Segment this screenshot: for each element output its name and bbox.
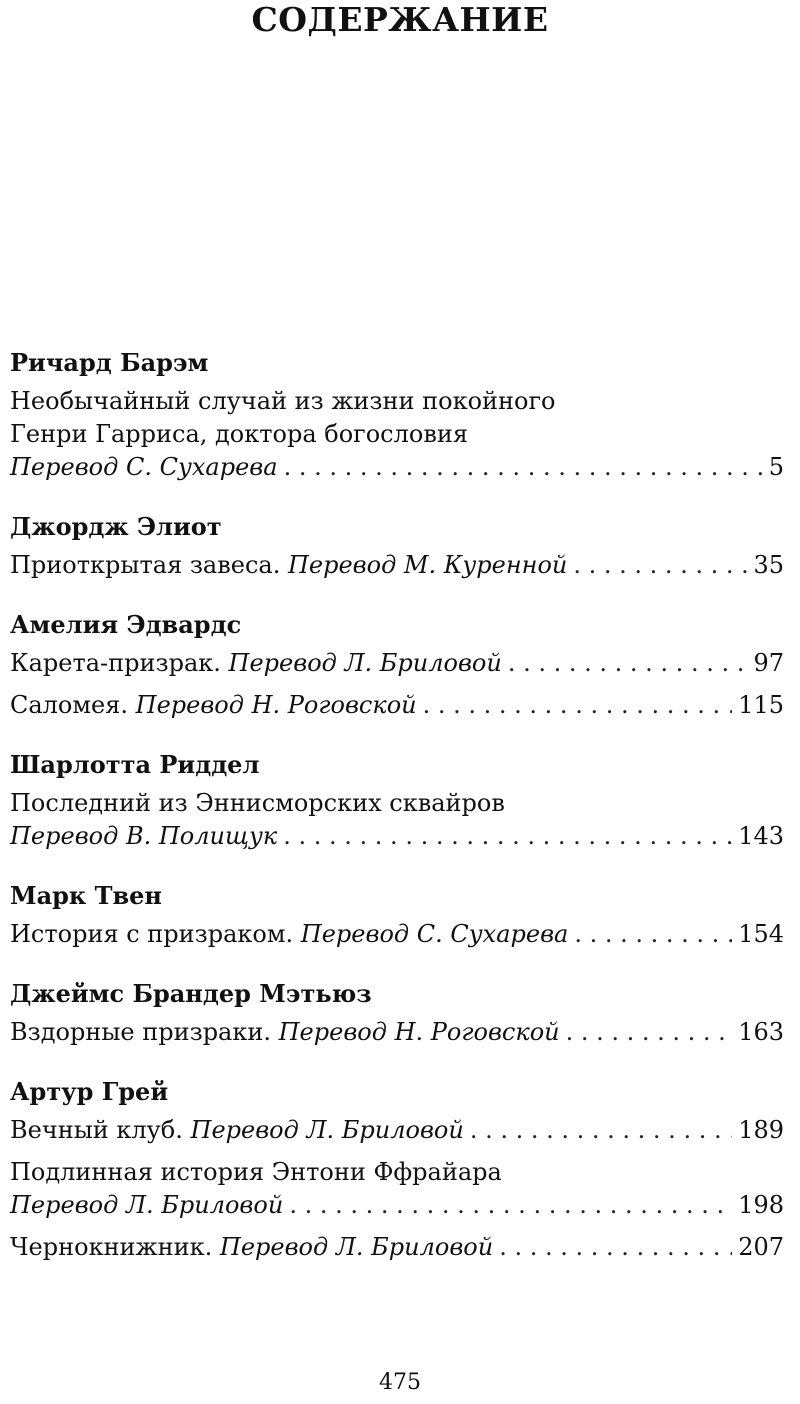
dot-leader bbox=[470, 1114, 732, 1147]
entry-page-number: 5 bbox=[768, 453, 784, 481]
author-name: Амелия Эдвардс bbox=[10, 610, 242, 639]
author-name: Ричард Барэм bbox=[10, 348, 209, 377]
entry-line bbox=[10, 1231, 784, 1264]
entry-line bbox=[10, 549, 784, 582]
entry-title-line: Подлинная история Энтони Ффрайара bbox=[10, 1158, 502, 1186]
toc-entry[interactable] bbox=[10, 1114, 784, 1147]
translator-credit: Перевод М. Куренной bbox=[287, 551, 568, 579]
entry-title: Карета-призрак. bbox=[10, 649, 229, 677]
entry-label bbox=[10, 1114, 464, 1147]
entry-title: История с призраком. bbox=[10, 920, 301, 948]
dot-leader bbox=[499, 1231, 732, 1264]
dot-leader bbox=[574, 918, 732, 951]
entry-page-number: 115 bbox=[738, 691, 784, 719]
toc-entry[interactable] bbox=[10, 1231, 784, 1264]
translator-credit: Перевод Н. Роговской bbox=[135, 691, 417, 719]
entry-page-number: 97 bbox=[753, 649, 784, 677]
entry-page-number: 35 bbox=[753, 551, 784, 579]
translator-credit: Перевод Л. Бриловой bbox=[228, 649, 502, 677]
entry-line bbox=[10, 451, 784, 484]
entry-line bbox=[10, 689, 784, 722]
entry-page-number: 207 bbox=[738, 1233, 784, 1261]
entry-line bbox=[10, 918, 784, 951]
translator-credit: Перевод Л. Бриловой bbox=[219, 1233, 494, 1261]
entry-page-number: 198 bbox=[738, 1191, 784, 1219]
toc-section bbox=[10, 1077, 784, 1264]
entry-label bbox=[10, 451, 278, 484]
toc-entry[interactable] bbox=[10, 385, 784, 484]
page-title: СОДЕРЖАНИЕ bbox=[251, 0, 549, 39]
entry-title-line: Последний из Эннисморских сквайров bbox=[10, 789, 505, 817]
translator-credit: Перевод Л. Бриловой bbox=[190, 1116, 464, 1144]
toc-section bbox=[10, 979, 784, 1049]
page-number-footer: 475 bbox=[379, 1370, 421, 1395]
toc-entry[interactable] bbox=[10, 918, 784, 951]
toc-entry[interactable] bbox=[10, 647, 784, 680]
toc-entry[interactable] bbox=[10, 549, 784, 582]
entry-line bbox=[10, 1016, 784, 1049]
entry-line bbox=[10, 647, 784, 680]
entry-title: Чернокнижник. bbox=[10, 1233, 220, 1261]
entry-label bbox=[10, 1189, 283, 1222]
translator-credit: Перевод С. Сухарева bbox=[10, 453, 278, 481]
translator-credit: Перевод С. Сухарева bbox=[300, 920, 569, 948]
toc-section bbox=[10, 881, 784, 951]
entry-title: Саломея. bbox=[10, 691, 136, 719]
entry-page-number: 143 bbox=[738, 822, 784, 850]
entry-label bbox=[10, 820, 277, 853]
dot-leader bbox=[423, 689, 733, 722]
translator-credit: Перевод Н. Роговской bbox=[278, 1018, 560, 1046]
entry-title: Вечный клуб. bbox=[10, 1116, 191, 1144]
author-name: Шарлотта Риддел bbox=[10, 750, 260, 779]
dot-leader bbox=[283, 820, 732, 853]
entry-label bbox=[10, 1231, 493, 1264]
toc-section bbox=[10, 512, 784, 582]
entry-line bbox=[10, 1114, 784, 1147]
author-name: Джеймс Брандер Мэтьюз bbox=[10, 979, 372, 1008]
toc-entry[interactable] bbox=[10, 1156, 784, 1222]
translator-credit: Перевод Л. Бриловой bbox=[10, 1191, 284, 1219]
translator-credit: Перевод В. Полищук bbox=[10, 822, 278, 850]
toc-section bbox=[10, 610, 784, 722]
table-of-contents bbox=[10, 348, 784, 1264]
entry-line bbox=[10, 1189, 784, 1222]
toc-section bbox=[10, 348, 784, 484]
dot-leader bbox=[573, 549, 747, 582]
entry-label bbox=[10, 1016, 560, 1049]
entry-label bbox=[10, 689, 417, 722]
entry-page-number: 189 bbox=[738, 1116, 784, 1144]
entry-page-number: 163 bbox=[738, 1018, 784, 1046]
author-name: Марк Твен bbox=[10, 881, 162, 910]
toc-entry[interactable] bbox=[10, 787, 784, 853]
author-name: Джордж Элиот bbox=[10, 512, 222, 541]
entry-line bbox=[10, 820, 784, 853]
toc-entry[interactable] bbox=[10, 1016, 784, 1049]
entry-title-line: Необычайный случай из жизни покойного bbox=[10, 387, 556, 415]
dot-leader bbox=[284, 451, 763, 484]
toc-entry[interactable] bbox=[10, 689, 784, 722]
entry-title: Приоткрытая завеса. bbox=[10, 551, 288, 579]
dot-leader bbox=[289, 1189, 732, 1222]
entry-label bbox=[10, 918, 568, 951]
entry-label bbox=[10, 549, 567, 582]
entry-title-line: Генри Гарриса, доктора богословия bbox=[10, 420, 468, 448]
entry-page-number: 154 bbox=[738, 920, 784, 948]
author-name: Артур Грей bbox=[10, 1077, 169, 1106]
entry-title: Вздорные призраки. bbox=[10, 1018, 279, 1046]
toc-section bbox=[10, 750, 784, 853]
dot-leader bbox=[508, 647, 748, 680]
dot-leader bbox=[566, 1016, 733, 1049]
entry-label bbox=[10, 647, 502, 680]
